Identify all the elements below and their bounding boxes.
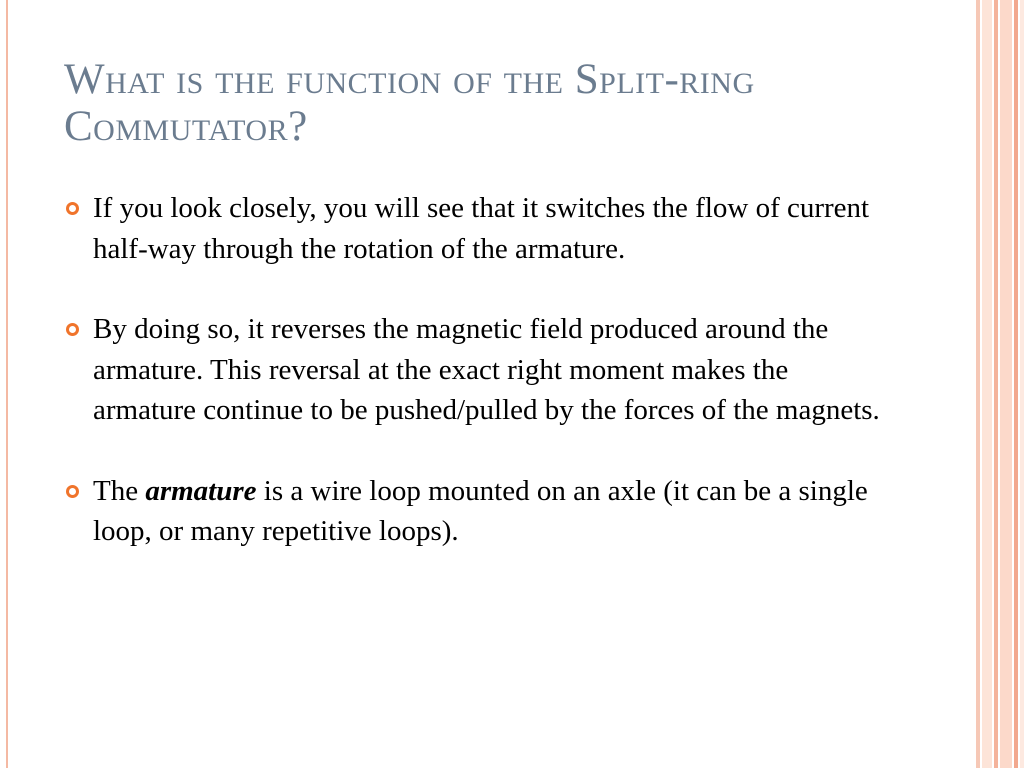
- bullet-list: [64, 188, 894, 592]
- bullet-text: By doing so, it reverses the magnetic field produced around the armature. This reversal at the exact right moment makes the armature continue to be pushed/pulled by the forces of the magnets.: [93, 313, 880, 426]
- bullet-circle-icon: [66, 323, 79, 336]
- decorative-stripe: [976, 0, 980, 768]
- bullet-text: If you look closely, you will see that it switches the flow of current half-way through the rotation of the armature.: [93, 192, 870, 265]
- bullet-text-after: is a wire loop mounted on an axle (it can be a single loop, or many repetitive loops).: [93, 474, 868, 547]
- bullet-circle-icon: [66, 202, 79, 215]
- decorative-stripe: [1014, 0, 1018, 768]
- bullet-item: [64, 471, 894, 552]
- decorative-stripe: [994, 0, 998, 768]
- bullet-circle-icon: [66, 485, 79, 498]
- bullet-text-before: The: [93, 474, 146, 507]
- decorative-stripe: [1000, 0, 1012, 768]
- bullet-item: [64, 309, 894, 431]
- decorative-stripe: [982, 0, 992, 768]
- slide-title: What is the function of the Split-ring Commutator?: [64, 56, 755, 150]
- right-decorative-stripes: [976, 0, 1024, 768]
- left-accent-line: [6, 0, 8, 768]
- bullet-emphasis-term: armature: [145, 474, 257, 507]
- decorative-stripe: [1020, 0, 1024, 768]
- bullet-item: [64, 188, 894, 269]
